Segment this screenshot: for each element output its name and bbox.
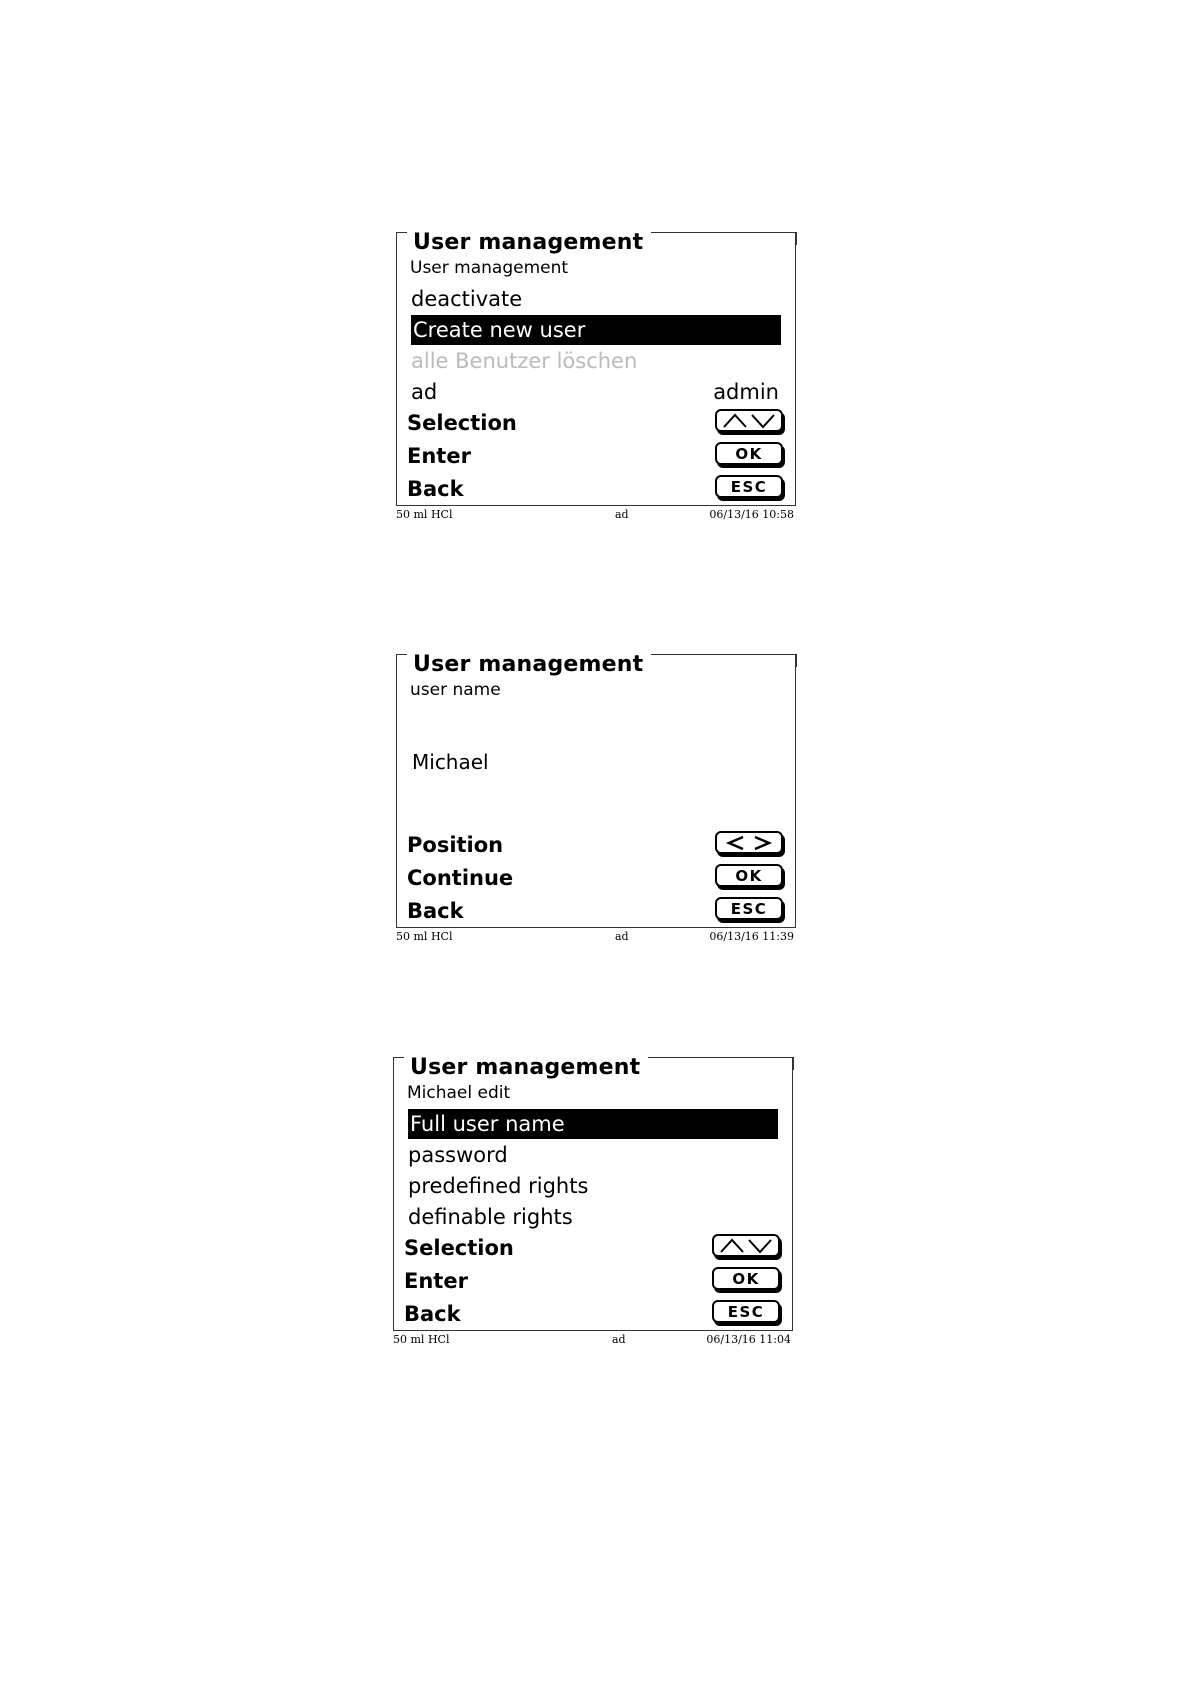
status-datetime: 06/13/16 11:04 bbox=[706, 1333, 791, 1346]
command-label: Selection bbox=[407, 411, 517, 435]
menu-item-delete-all-users: alle Benutzer löschen bbox=[411, 349, 638, 373]
left-right-arrows-icon bbox=[721, 835, 777, 851]
panel-title: User management bbox=[413, 652, 647, 677]
menu-item-predefined-rights[interactable]: predefined rights bbox=[408, 1174, 589, 1198]
menu-item-full-user-name[interactable]: Full user name bbox=[408, 1109, 778, 1139]
command-label: Enter bbox=[404, 1269, 468, 1293]
status-bar bbox=[396, 506, 796, 524]
menu-item-deactivate[interactable]: deactivate bbox=[411, 287, 523, 311]
command-back bbox=[404, 1299, 780, 1329]
status-datetime: 06/13/16 11:39 bbox=[709, 930, 794, 943]
ok-key[interactable]: OK bbox=[715, 864, 783, 887]
command-enter bbox=[404, 1266, 780, 1296]
panel-subtitle: Michael edit bbox=[407, 1083, 511, 1103]
ok-key[interactable]: OK bbox=[712, 1267, 780, 1290]
command-continue bbox=[407, 863, 783, 893]
command-selection bbox=[407, 408, 783, 438]
panel-title: User management bbox=[410, 1055, 644, 1080]
up-down-arrows-icon bbox=[718, 1238, 774, 1254]
up-down-arrows-icon bbox=[721, 413, 777, 429]
command-label: Continue bbox=[407, 866, 514, 890]
command-label: Back bbox=[404, 1302, 461, 1326]
esc-key[interactable]: ESC bbox=[715, 475, 783, 498]
esc-key[interactable]: ESC bbox=[715, 897, 783, 920]
command-position bbox=[407, 830, 783, 860]
panel bbox=[396, 232, 796, 506]
screen-user-edit bbox=[393, 1057, 793, 1349]
panel-subtitle: user name bbox=[410, 680, 501, 700]
command-selection bbox=[404, 1233, 780, 1263]
status-user: ad bbox=[615, 930, 629, 943]
panel-subtitle: User management bbox=[410, 258, 569, 278]
ok-key[interactable]: OK bbox=[715, 442, 783, 465]
command-back bbox=[407, 896, 783, 926]
menu-item-password[interactable]: password bbox=[408, 1143, 508, 1167]
status-user: ad bbox=[615, 508, 629, 521]
user-row-value: admin bbox=[713, 380, 779, 404]
menu-item-definable-rights[interactable]: definable rights bbox=[408, 1205, 573, 1229]
esc-key[interactable]: ESC bbox=[712, 1300, 780, 1323]
screen-user-management-menu bbox=[396, 232, 796, 524]
user-row bbox=[411, 377, 781, 407]
panel-title: User management bbox=[413, 230, 647, 255]
user-name-input[interactable]: Michael bbox=[412, 750, 489, 774]
status-method: 50 ml HCl bbox=[396, 508, 453, 521]
up-down-key[interactable] bbox=[715, 409, 783, 432]
menu-item-create-new-user[interactable]: Create new user bbox=[411, 315, 781, 345]
up-down-key[interactable] bbox=[712, 1234, 780, 1257]
status-bar bbox=[396, 928, 796, 946]
command-label: Position bbox=[407, 833, 504, 857]
command-label: Enter bbox=[407, 444, 471, 468]
command-back bbox=[407, 474, 783, 504]
panel bbox=[393, 1057, 793, 1331]
user-row-label: ad bbox=[411, 380, 438, 404]
command-label: Selection bbox=[404, 1236, 514, 1260]
command-label: Back bbox=[407, 899, 464, 923]
command-enter bbox=[407, 441, 783, 471]
status-datetime: 06/13/16 10:58 bbox=[709, 508, 794, 521]
screen-user-name-entry bbox=[396, 654, 796, 946]
left-right-key[interactable] bbox=[715, 831, 783, 854]
status-method: 50 ml HCl bbox=[396, 930, 453, 943]
status-method: 50 ml HCl bbox=[393, 1333, 450, 1346]
command-label: Back bbox=[407, 477, 464, 501]
status-bar bbox=[393, 1331, 793, 1349]
status-user: ad bbox=[612, 1333, 626, 1346]
panel bbox=[396, 654, 796, 928]
